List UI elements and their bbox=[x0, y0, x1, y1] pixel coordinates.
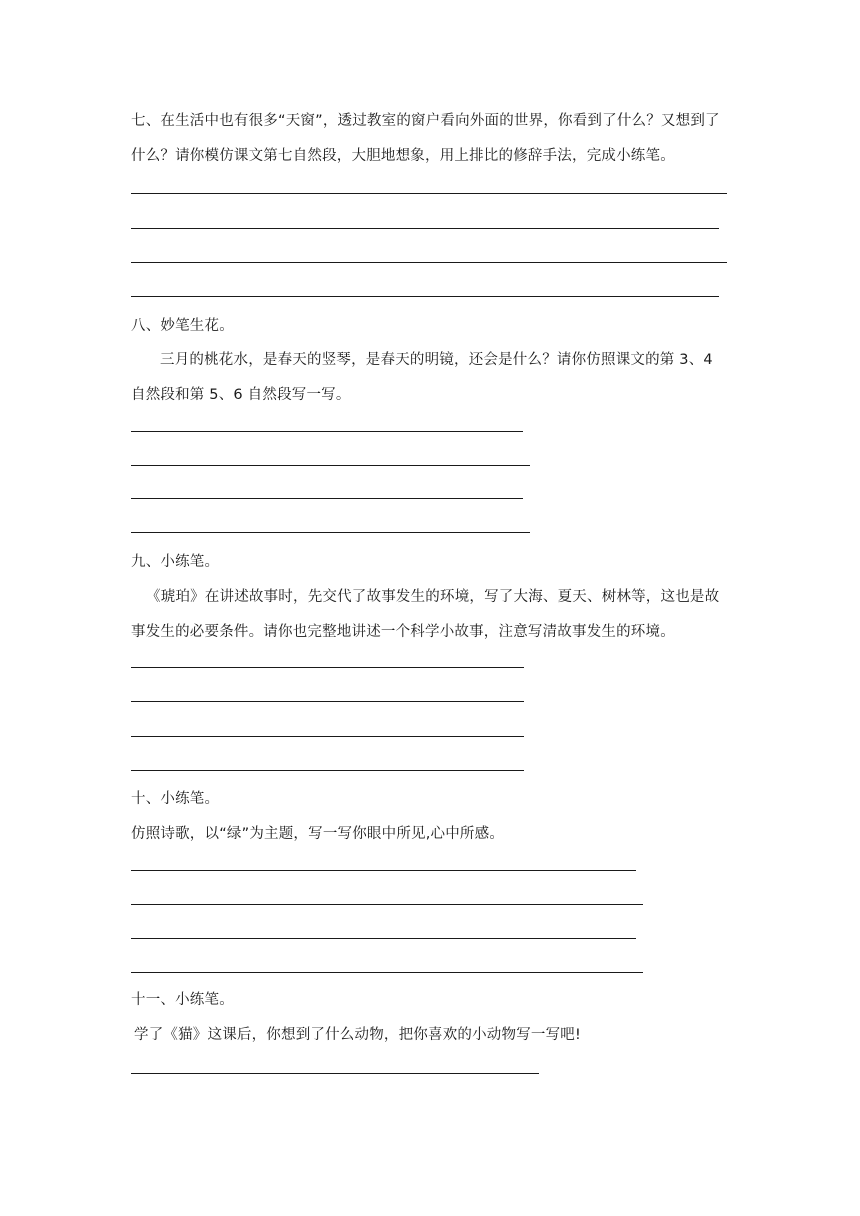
q11-prompt-line-1: 学了《猫》这课后，你想到了什么动物，把你喜欢的小动物写一写吧! bbox=[134, 1027, 582, 1043]
q7-prompt-line-2: 什么？请你模仿课文第七自然段，大胆地想象，用上排比的修辞手法，完成小练笔。 bbox=[131, 148, 675, 164]
q9-answer-line-3 bbox=[131, 736, 524, 737]
q10-answer-line-4 bbox=[131, 972, 643, 973]
q8-answer-line-1 bbox=[131, 431, 523, 432]
q8-prompt-line-2: 自然段和第 5、6 自然段写一写。 bbox=[131, 387, 351, 403]
q9-answer-line-2 bbox=[131, 701, 524, 702]
q10-title: 十、小练笔。 bbox=[131, 791, 220, 807]
q9-answer-line-4 bbox=[131, 770, 524, 771]
q8-answer-line-3 bbox=[131, 498, 523, 499]
q7-answer-line-3 bbox=[131, 262, 727, 263]
q10-prompt-line-1: 仿照诗歌，以“绿”为主题，写一写你眼中所见,心中所感。 bbox=[131, 826, 505, 842]
q9-prompt-line-2: 事发生的必要条件。请你也完整地讲述一个科学小故事，注意写清故事发生的环境。 bbox=[131, 624, 675, 640]
q8-prompt-line-1: 三月的桃花水，是春天的竖琴，是春天的明镜，还会是什么？请你仿照课文的第 3、4 bbox=[160, 352, 713, 368]
q8-title: 八、妙笔生花。 bbox=[131, 318, 234, 334]
q9-prompt-line-1: 《琥珀》在讲述故事时，先交代了故事发生的环境，写了大海、夏天、树林等，这也是故 bbox=[146, 589, 720, 605]
q11-answer-line-1 bbox=[131, 1073, 539, 1074]
q11-title: 十一、小练笔。 bbox=[131, 992, 234, 1008]
q10-answer-line-3 bbox=[131, 938, 636, 939]
q7-prompt-line-1: 七、在生活中也有很多“天窗”，透过教室的窗户看向外面的世界，你看到了什么？又想到了 bbox=[131, 113, 720, 129]
q9-answer-line-1 bbox=[131, 667, 524, 668]
q10-answer-line-1 bbox=[131, 870, 636, 871]
q8-answer-line-2 bbox=[131, 465, 530, 466]
q10-answer-line-2 bbox=[131, 904, 643, 905]
q7-answer-line-4 bbox=[131, 296, 719, 297]
q8-answer-line-4 bbox=[131, 532, 530, 533]
q9-title: 九、小练笔。 bbox=[131, 554, 220, 570]
q7-answer-line-2 bbox=[131, 228, 719, 229]
q7-answer-line-1 bbox=[131, 193, 727, 194]
